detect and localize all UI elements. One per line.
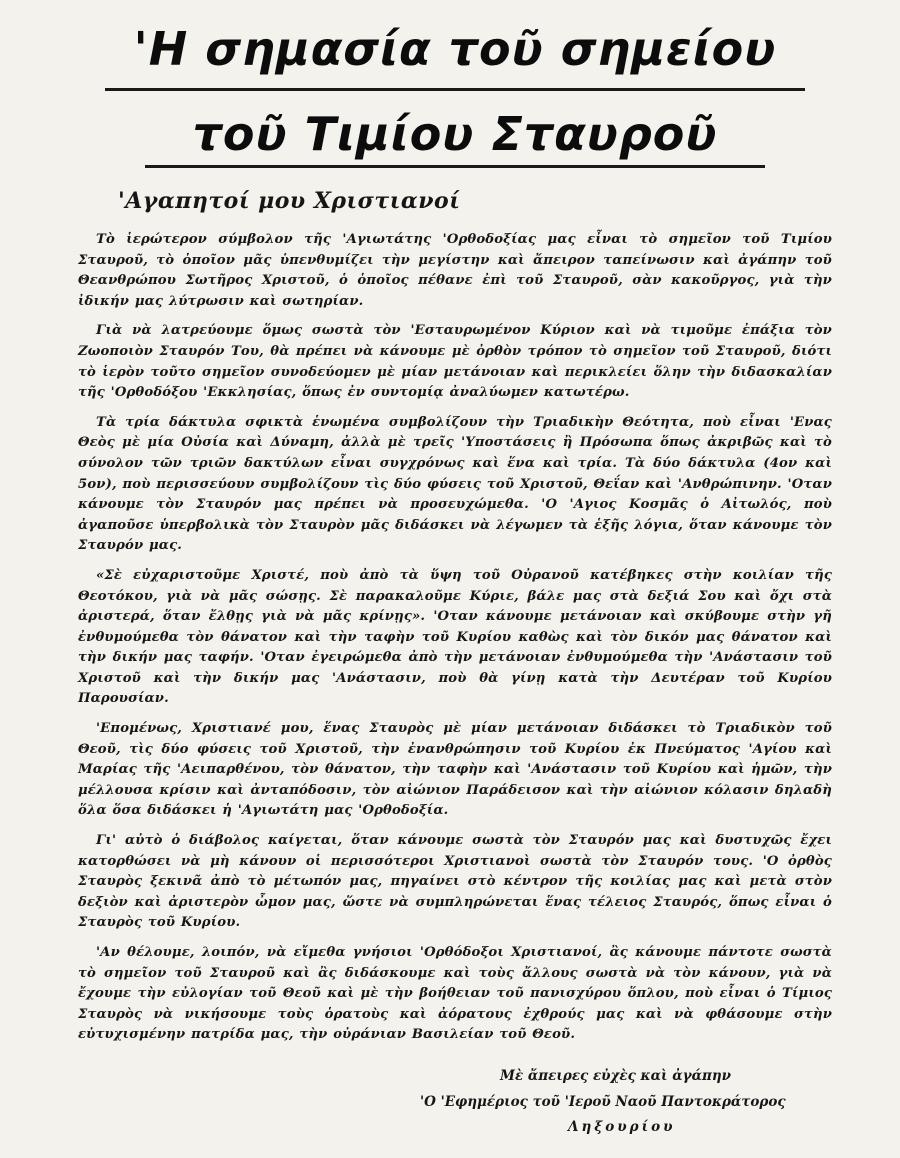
paragraph-4: «Σὲ εὐχαριστοῦμε Χριστέ, ποὺ ἀπὸ τὰ ὕψη τοῦ Οὐρανοῦ κατέβηκες στὴν κοιλίαν τῆς Θεοτόκου, γιὰ νὰ μᾶς σώσῃς. Σὲ παρακαλοῦμε Κύριε, βάλε μας στὰ δεξιά Σου καὶ ὄχι στὰ ἀριστερά, ὅταν ἔλθῃς γιὰ νὰ μᾶς κρίνῃς». 'Οταν κάνουμε μετάνοιαν καὶ σκύβουμε στὴν γῆ ἐνθυμούμεθα τὸν θάνατον καὶ τὴν ταφὴν τοῦ Κυρίου καθὼς καὶ τὸν δικόν μας θάνατον καὶ τὴν δικήν μας ταφήν. 'Οταν ἐγειρώμεθα ἀπὸ τὴν μετάνοιαν ἐνθυμούμεθα τὴν 'Ανάστασιν τοῦ Χριστοῦ καὶ τὴν δικήν μας 'Ανάστασιν, ποὺ θὰ γίνῃ κατὰ τὴν Δευτέραν τοῦ Κυρίου Παρουσίαν. [78, 567, 832, 707]
paragraph-5: 'Επομένως, Χριστιανέ μου, ἕνας Σταυρὸς μὲ μίαν μετάνοιαν διδάσκει τὸ Τριαδικὸν τοῦ Θεοῦ, τὶς δύο φύσεις τοῦ Χριστοῦ, τὴν ἐνανθρώπησιν τοῦ Κυρίου ἐκ Πνεύματος 'Αγίου καὶ Μαρίας τῆς 'Αειπαρθένου, τὸν θάνατον, τὴν ταφὴν καὶ 'Ανάστασιν τοῦ Κυρίου καὶ ἡμῶν, τὴν μέλλουσα κρίσιν καὶ ἀνταπόδοσιν, τὸν αἰώνιον Παράδεισον καὶ τὴν αἰώνιον κόλασιν δηλαδὴ ὅλα ὅσα διδάσκει ἡ 'Αγιωτάτη μας 'Ορθοδοξία. [78, 721, 832, 819]
signature-closing: Μὲ ἄπειρες εὐχὲς καὶ ἀγάπην [500, 1068, 732, 1084]
paragraph-7: 'Αν θέλουμε, λοιπόν, νὰ εἴμεθα γνήσιοι 'Ορθόδοξοι Χριστιανοί, ἂς κάνουμε πάντοτε σωστὰ τὸ σημεῖον τοῦ Σταυροῦ καὶ ἂς διδάσκουμε καὶ τοὺς ἄλλους σωστὰ νὰ τὸν κάνουν, γιὰ νὰ ἔχουμε τὴν εὐλογίαν τοῦ Θεοῦ καὶ μὲ τὴν βοήθειαν τοῦ πανισχύρου ὅπλου, ποὺ εἶναι ὁ Τίμιος Σταυρὸς νὰ νικήσουμε τοὺς ὁρατοὺς καὶ ἀόρατους ἐχθρούς μας καὶ νὰ φθάσουμε στὴν εὐτυχισμένην πατρίδα μας, τὴν οὐράνιαν Βασιλείαν τοῦ Θεοῦ. [78, 945, 832, 1043]
paragraph-6: Γι' αὐτὸ ὁ διάβολος καίγεται, ὅταν κάνουμε σωστὰ τὸν Σταυρόν μας καὶ δυστυχῶς ἔχει κατορθώσει νὰ μὴ κάνουν οἱ περισσότεροι Χριστιανοὶ σωστὰ τὸν Σταυρόν τους. 'Ο ὀρθὸς Σταυρὸς ξεκινᾶ ἀπὸ τὸ μέτωπόν μας, πηγαίνει στὸ κέντρον τῆς κοιλίας μας καὶ μετὰ στὸν δεξιὸν καὶ ἀριστερὸν ὦμον μας, ὥστε νὰ συμπληρώνεται ἕνας τέλειος Σταυρός, ὅπως εἶναι ὁ Σταυρὸς τοῦ Κυρίου. [78, 833, 832, 931]
title-line-2: τοῦ Τιμίου Σταυροῦ [192, 107, 718, 161]
signature-place: Ληξουρίου [568, 1119, 676, 1135]
title-line-1: 'Η σημασία τοῦ σημείου [133, 22, 777, 76]
paragraph-2: Γιὰ νὰ λατρεύουμε ὅμως σωστὰ τὸν 'Εσταυρωμένον Κύριον καὶ νὰ τιμοῦμε ἐπάξια τὸν Ζωοποιὸν Σταυρόν Του, θὰ πρέπει νὰ κάνουμε μὲ ὀρθὸν τρόπον τὸ σημεῖον τοῦ Σταυροῦ, διότι τὸ ἱερὸν τοῦτο σημεῖον συνοδεύομεν μὲ μίαν μετάνοιαν καὶ περικλείει ὅλην τὴν διδασκαλίαν τῆς 'Ορθοδόξου 'Εκκλησίας, ὅπως ἐν συντομίᾳ ἀναλύωμεν κατωτέρω. [78, 323, 832, 401]
signature-author: 'Ο 'Εφημέριος τοῦ 'Ιεροῦ Ναοῦ Παντοκράτορος [420, 1094, 786, 1110]
paragraph-1: Τὸ ἱερώτερον σύμβολον τῆς 'Αγιωτάτης 'Ορθοδοξίας μας εἶναι τὸ σημεῖον τοῦ Τιμίου Σταυροῦ, τὸ ὁποῖον μᾶς ὑπενθυμίζει τὴν μεγίστην καὶ ἄπειρον ταπείνωσιν καὶ ἀγάπην τοῦ Θεανθρώπου Σωτῆρος Χριστοῦ, ὁ ὁποῖος πέθανε ἐπὶ τοῦ Σταυροῦ, σὰν κακοῦργος, γιὰ τὴν ἰδικήν μας λύτρωσιν καὶ σωτηρίαν. [78, 232, 832, 309]
title-underline-2 [145, 165, 765, 168]
greeting: 'Αγαπητοί μου Χριστιανοί [118, 188, 461, 214]
paragraph-3: Τὰ τρία δάκτυλα σφικτὰ ἑνωμένα συμβολίζουν τὴν Τριαδικὴν Θεότητα, ποὺ εἶναι 'Ενας Θεὸς μὲ μία Οὐσία καὶ Δύναμη, ἀλλὰ μὲ τρεῖς 'Υποστάσεις ἢ Πρόσωπα ὅπως ἀκριβῶς καὶ τὸ σύνολον τῶν τριῶν δακτύλων εἶναι συγχρόνως καὶ ἕνα καὶ τρία. Τὰ δύο δάκτυλα (4ον καὶ 5ον), ποὺ περισσεύουν συμβολίζουν τὶς δύο φύσεις τοῦ Χριστοῦ, Θεΐαν καὶ 'Ανθρώπινην. 'Οταν κάνουμε τὸν Σταυρόν μας πρέπει νὰ προσευχώμεθα. 'Ο 'Αγιος Κοσμᾶς ὁ Αἰτωλός, ποὺ ἀγαποῦσε ὑπερβολικὰ τὸν Σταυρὸν μᾶς διδάσκει νὰ λέγωμεν τὰ ἑξῆς λόγια, ὅταν κάνουμε τὸν Σταυρόν μας. [78, 414, 832, 554]
article-body [78, 230, 832, 1046]
